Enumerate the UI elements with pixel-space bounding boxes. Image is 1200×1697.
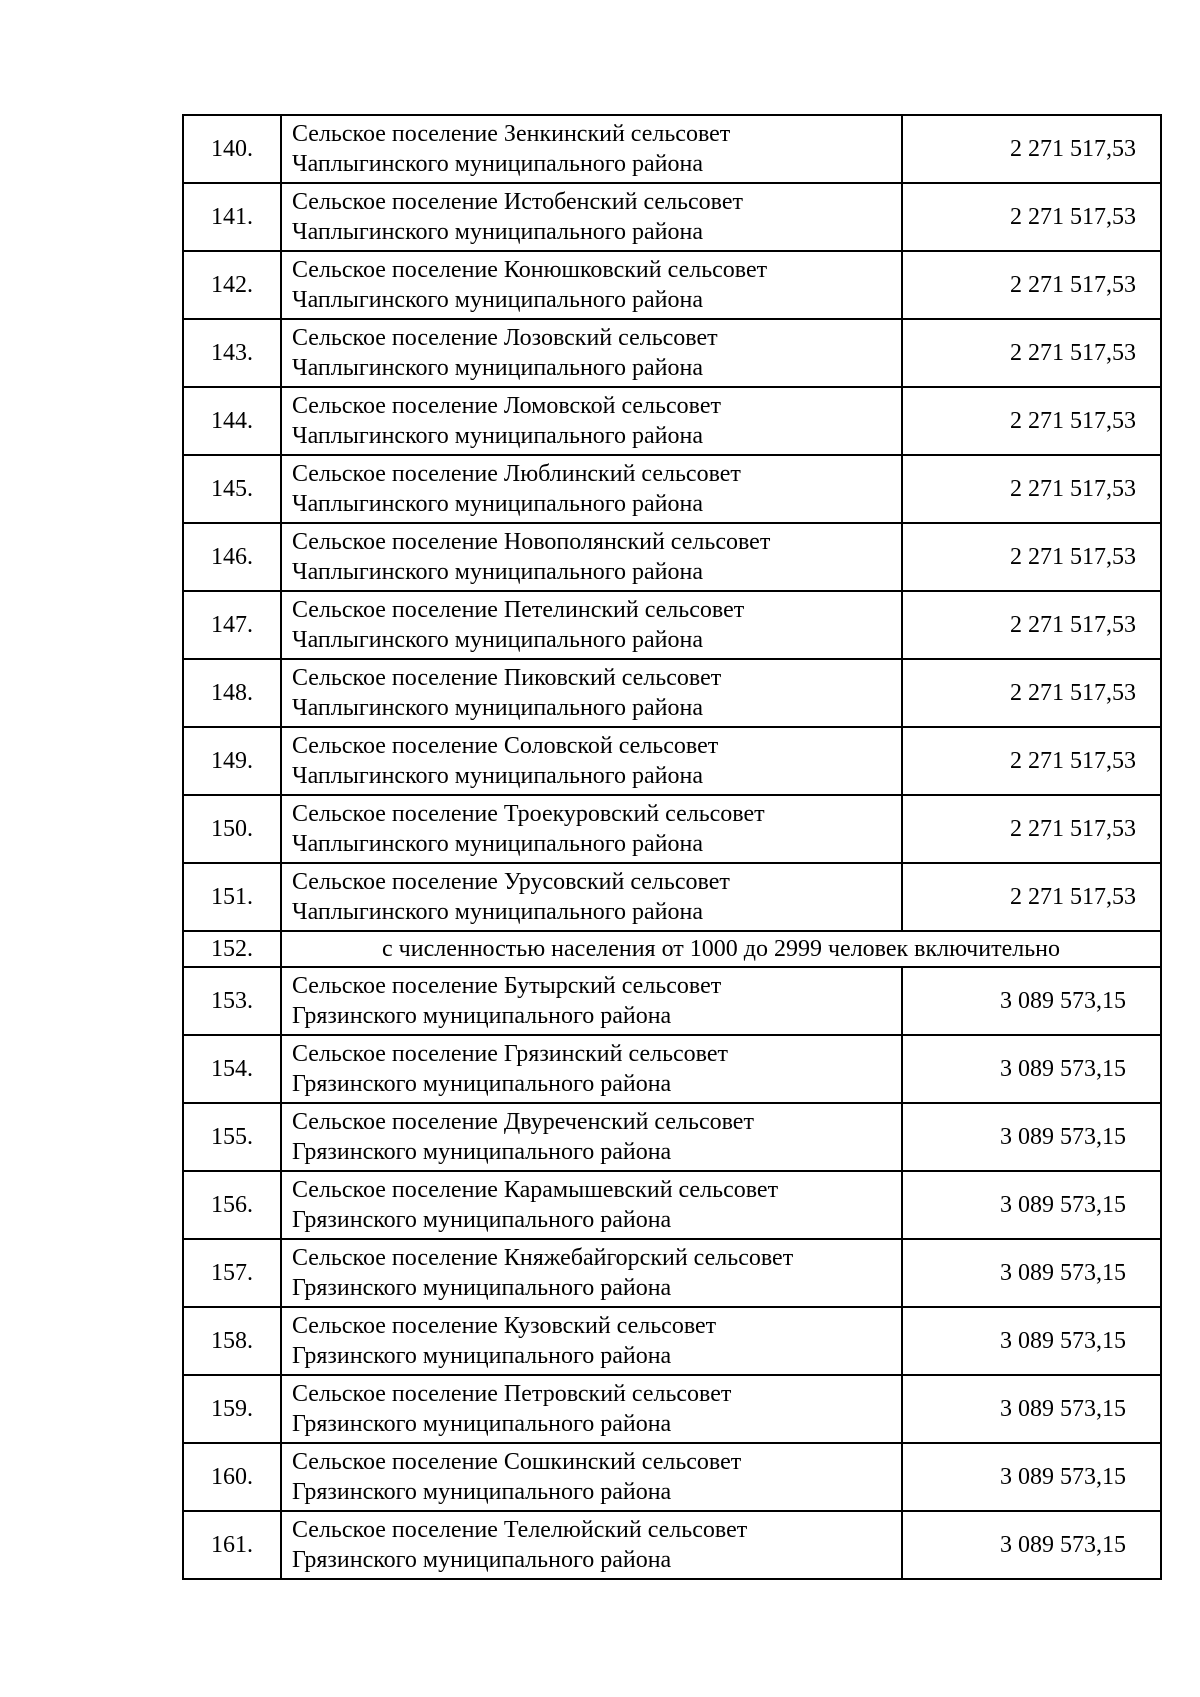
settlement-name-line1: Сельское поселение Лозовский сельсовет (292, 325, 718, 351)
settlement-name-line1: Сельское поселение Пиковский сельсовет (292, 665, 722, 691)
amount: 3 089 573,15 (902, 967, 1161, 1035)
row-number: 154. (183, 1035, 281, 1103)
table-row (183, 183, 1161, 251)
settlement-name (281, 795, 902, 863)
table-row (183, 387, 1161, 455)
settlement-name-line2: Грязинского муниципального района (292, 1275, 672, 1301)
table-row (183, 1239, 1161, 1307)
row-number: 153. (183, 967, 281, 1035)
settlement-name-line2: Грязинского муниципального района (292, 1479, 672, 1505)
settlement-name-line1: Сельское поселение Кузовский сельсовет (292, 1313, 717, 1339)
amount: 3 089 573,15 (902, 1375, 1161, 1443)
row-number: 141. (183, 183, 281, 251)
row-number: 145. (183, 455, 281, 523)
row-number: 143. (183, 319, 281, 387)
settlement-name (281, 455, 902, 523)
settlement-name-line1: Сельское поселение Конюшковский сельсовет (292, 257, 768, 283)
settlement-name (281, 523, 902, 591)
table-row (183, 1307, 1161, 1375)
settlement-name (281, 1103, 902, 1171)
settlement-name (281, 1239, 902, 1307)
table-row (183, 455, 1161, 523)
row-number: 144. (183, 387, 281, 455)
settlement-name-line1: Сельское поселение Зенкинский сельсовет (292, 121, 731, 147)
row-number: 148. (183, 659, 281, 727)
amount: 2 271 517,53 (902, 795, 1161, 863)
amount: 2 271 517,53 (902, 387, 1161, 455)
settlement-name-line1: Сельское поселение Грязинский сельсовет (292, 1041, 728, 1067)
amount: 2 271 517,53 (902, 251, 1161, 319)
settlement-name-line1: Сельское поселение Сошкинский сельсовет (292, 1449, 742, 1475)
settlement-name-line2: Грязинского муниципального района (292, 1003, 672, 1029)
row-number: 151. (183, 863, 281, 931)
settlement-name (281, 727, 902, 795)
settlement-name-line1: Сельское поселение Ломовской сельсовет (292, 393, 721, 419)
settlement-name-line1: Сельское поселение Бутырский сельсовет (292, 973, 722, 999)
table-row (183, 251, 1161, 319)
settlement-name (281, 319, 902, 387)
settlement-name (281, 1511, 902, 1579)
settlement-name (281, 183, 902, 251)
settlement-name-line2: Чаплыгинского муниципального района (292, 559, 704, 585)
table-row (183, 1443, 1161, 1511)
settlement-name-line2: Грязинского муниципального района (292, 1207, 672, 1233)
settlement-name-line2: Чаплыгинского муниципального района (292, 627, 704, 653)
table-row (183, 967, 1161, 1035)
settlement-name-line2: Чаплыгинского муниципального района (292, 423, 704, 449)
settlement-name (281, 251, 902, 319)
table-row (183, 115, 1161, 183)
settlement-name-line1: Сельское поселение Урусовский сельсовет (292, 869, 730, 895)
row-number: 160. (183, 1443, 281, 1511)
settlement-name-line2: Грязинского муниципального района (292, 1411, 672, 1437)
settlement-name-line1: Сельское поселение Соловской сельсовет (292, 733, 719, 759)
table-row (183, 795, 1161, 863)
settlement-name-line2: Чаплыгинского муниципального района (292, 219, 704, 245)
amount: 2 271 517,53 (902, 863, 1161, 931)
settlement-name-line1: Сельское поселение Карамышевский сельсовет (292, 1177, 779, 1203)
row-number: 152. (183, 931, 281, 967)
settlement-name-line2: Чаплыгинского муниципального района (292, 695, 704, 721)
allocation-table (182, 114, 1162, 1580)
section-header-row (183, 931, 1161, 967)
amount: 3 089 573,15 (902, 1511, 1161, 1579)
table-row (183, 1375, 1161, 1443)
settlement-name-line2: Грязинского муниципального района (292, 1343, 672, 1369)
settlement-name (281, 1375, 902, 1443)
amount: 3 089 573,15 (902, 1035, 1161, 1103)
row-number: 156. (183, 1171, 281, 1239)
row-number: 155. (183, 1103, 281, 1171)
settlement-name (281, 1035, 902, 1103)
settlement-name-line2: Чаплыгинского муниципального района (292, 491, 704, 517)
table-row (183, 659, 1161, 727)
settlement-name-line2: Грязинского муниципального района (292, 1071, 672, 1097)
table-row (183, 1171, 1161, 1239)
table-row (183, 727, 1161, 795)
settlement-name-line2: Чаплыгинского муниципального района (292, 831, 704, 857)
settlement-name-line1: Сельское поселение Двуреченский сельсовет (292, 1109, 754, 1135)
row-number: 147. (183, 591, 281, 659)
amount: 2 271 517,53 (902, 455, 1161, 523)
settlement-name (281, 659, 902, 727)
settlement-name-line2: Чаплыгинского муниципального района (292, 287, 704, 313)
table-row (183, 591, 1161, 659)
amount: 2 271 517,53 (902, 727, 1161, 795)
settlement-name (281, 591, 902, 659)
settlement-name-line1: Сельское поселение Троекуровский сельсовет (292, 801, 765, 827)
amount: 2 271 517,53 (902, 319, 1161, 387)
row-number: 161. (183, 1511, 281, 1579)
settlement-name-line2: Грязинского муниципального района (292, 1547, 672, 1573)
settlement-name-line1: Сельское поселение Петровский сельсовет (292, 1381, 732, 1407)
amount: 2 271 517,53 (902, 659, 1161, 727)
row-number: 149. (183, 727, 281, 795)
settlement-name (281, 967, 902, 1035)
row-number: 158. (183, 1307, 281, 1375)
row-number: 146. (183, 523, 281, 591)
row-number: 142. (183, 251, 281, 319)
row-number: 140. (183, 115, 281, 183)
settlement-name-line1: Сельское поселение Княжебайгорский сельсовет (292, 1245, 794, 1271)
settlement-name (281, 863, 902, 931)
settlement-name (281, 387, 902, 455)
settlement-name-line1: Сельское поселение Истобенский сельсовет (292, 189, 743, 215)
settlement-name-line2: Чаплыгинского муниципального района (292, 151, 704, 177)
section-title: с численностью населения от 1000 до 2999 человек включительно (281, 931, 1161, 967)
settlement-name (281, 1307, 902, 1375)
settlement-name (281, 1171, 902, 1239)
settlement-name-line2: Чаплыгинского муниципального района (292, 763, 704, 789)
settlement-name-line2: Чаплыгинского муниципального района (292, 899, 704, 925)
amount: 3 089 573,15 (902, 1443, 1161, 1511)
amount: 2 271 517,53 (902, 115, 1161, 183)
amount: 3 089 573,15 (902, 1307, 1161, 1375)
table-row (183, 319, 1161, 387)
amount: 2 271 517,53 (902, 523, 1161, 591)
amount: 3 089 573,15 (902, 1103, 1161, 1171)
settlement-name-line1: Сельское поселение Новополянский сельсовет (292, 529, 771, 555)
table-row (183, 863, 1161, 931)
settlement-name-line1: Сельское поселение Люблинский сельсовет (292, 461, 741, 487)
row-number: 159. (183, 1375, 281, 1443)
amount: 2 271 517,53 (902, 183, 1161, 251)
settlement-name-line2: Чаплыгинского муниципального района (292, 355, 704, 381)
amount: 3 089 573,15 (902, 1171, 1161, 1239)
table-row (183, 1511, 1161, 1579)
settlement-name-line1: Сельское поселение Петелинский сельсовет (292, 597, 745, 623)
row-number: 157. (183, 1239, 281, 1307)
row-number: 150. (183, 795, 281, 863)
table-row (183, 1103, 1161, 1171)
table-row (183, 523, 1161, 591)
amount: 3 089 573,15 (902, 1239, 1161, 1307)
settlement-name (281, 1443, 902, 1511)
settlement-name-line2: Грязинского муниципального района (292, 1139, 672, 1165)
settlement-name (281, 115, 902, 183)
amount: 2 271 517,53 (902, 591, 1161, 659)
settlement-name-line1: Сельское поселение Телелюйский сельсовет (292, 1517, 748, 1543)
table-row (183, 1035, 1161, 1103)
